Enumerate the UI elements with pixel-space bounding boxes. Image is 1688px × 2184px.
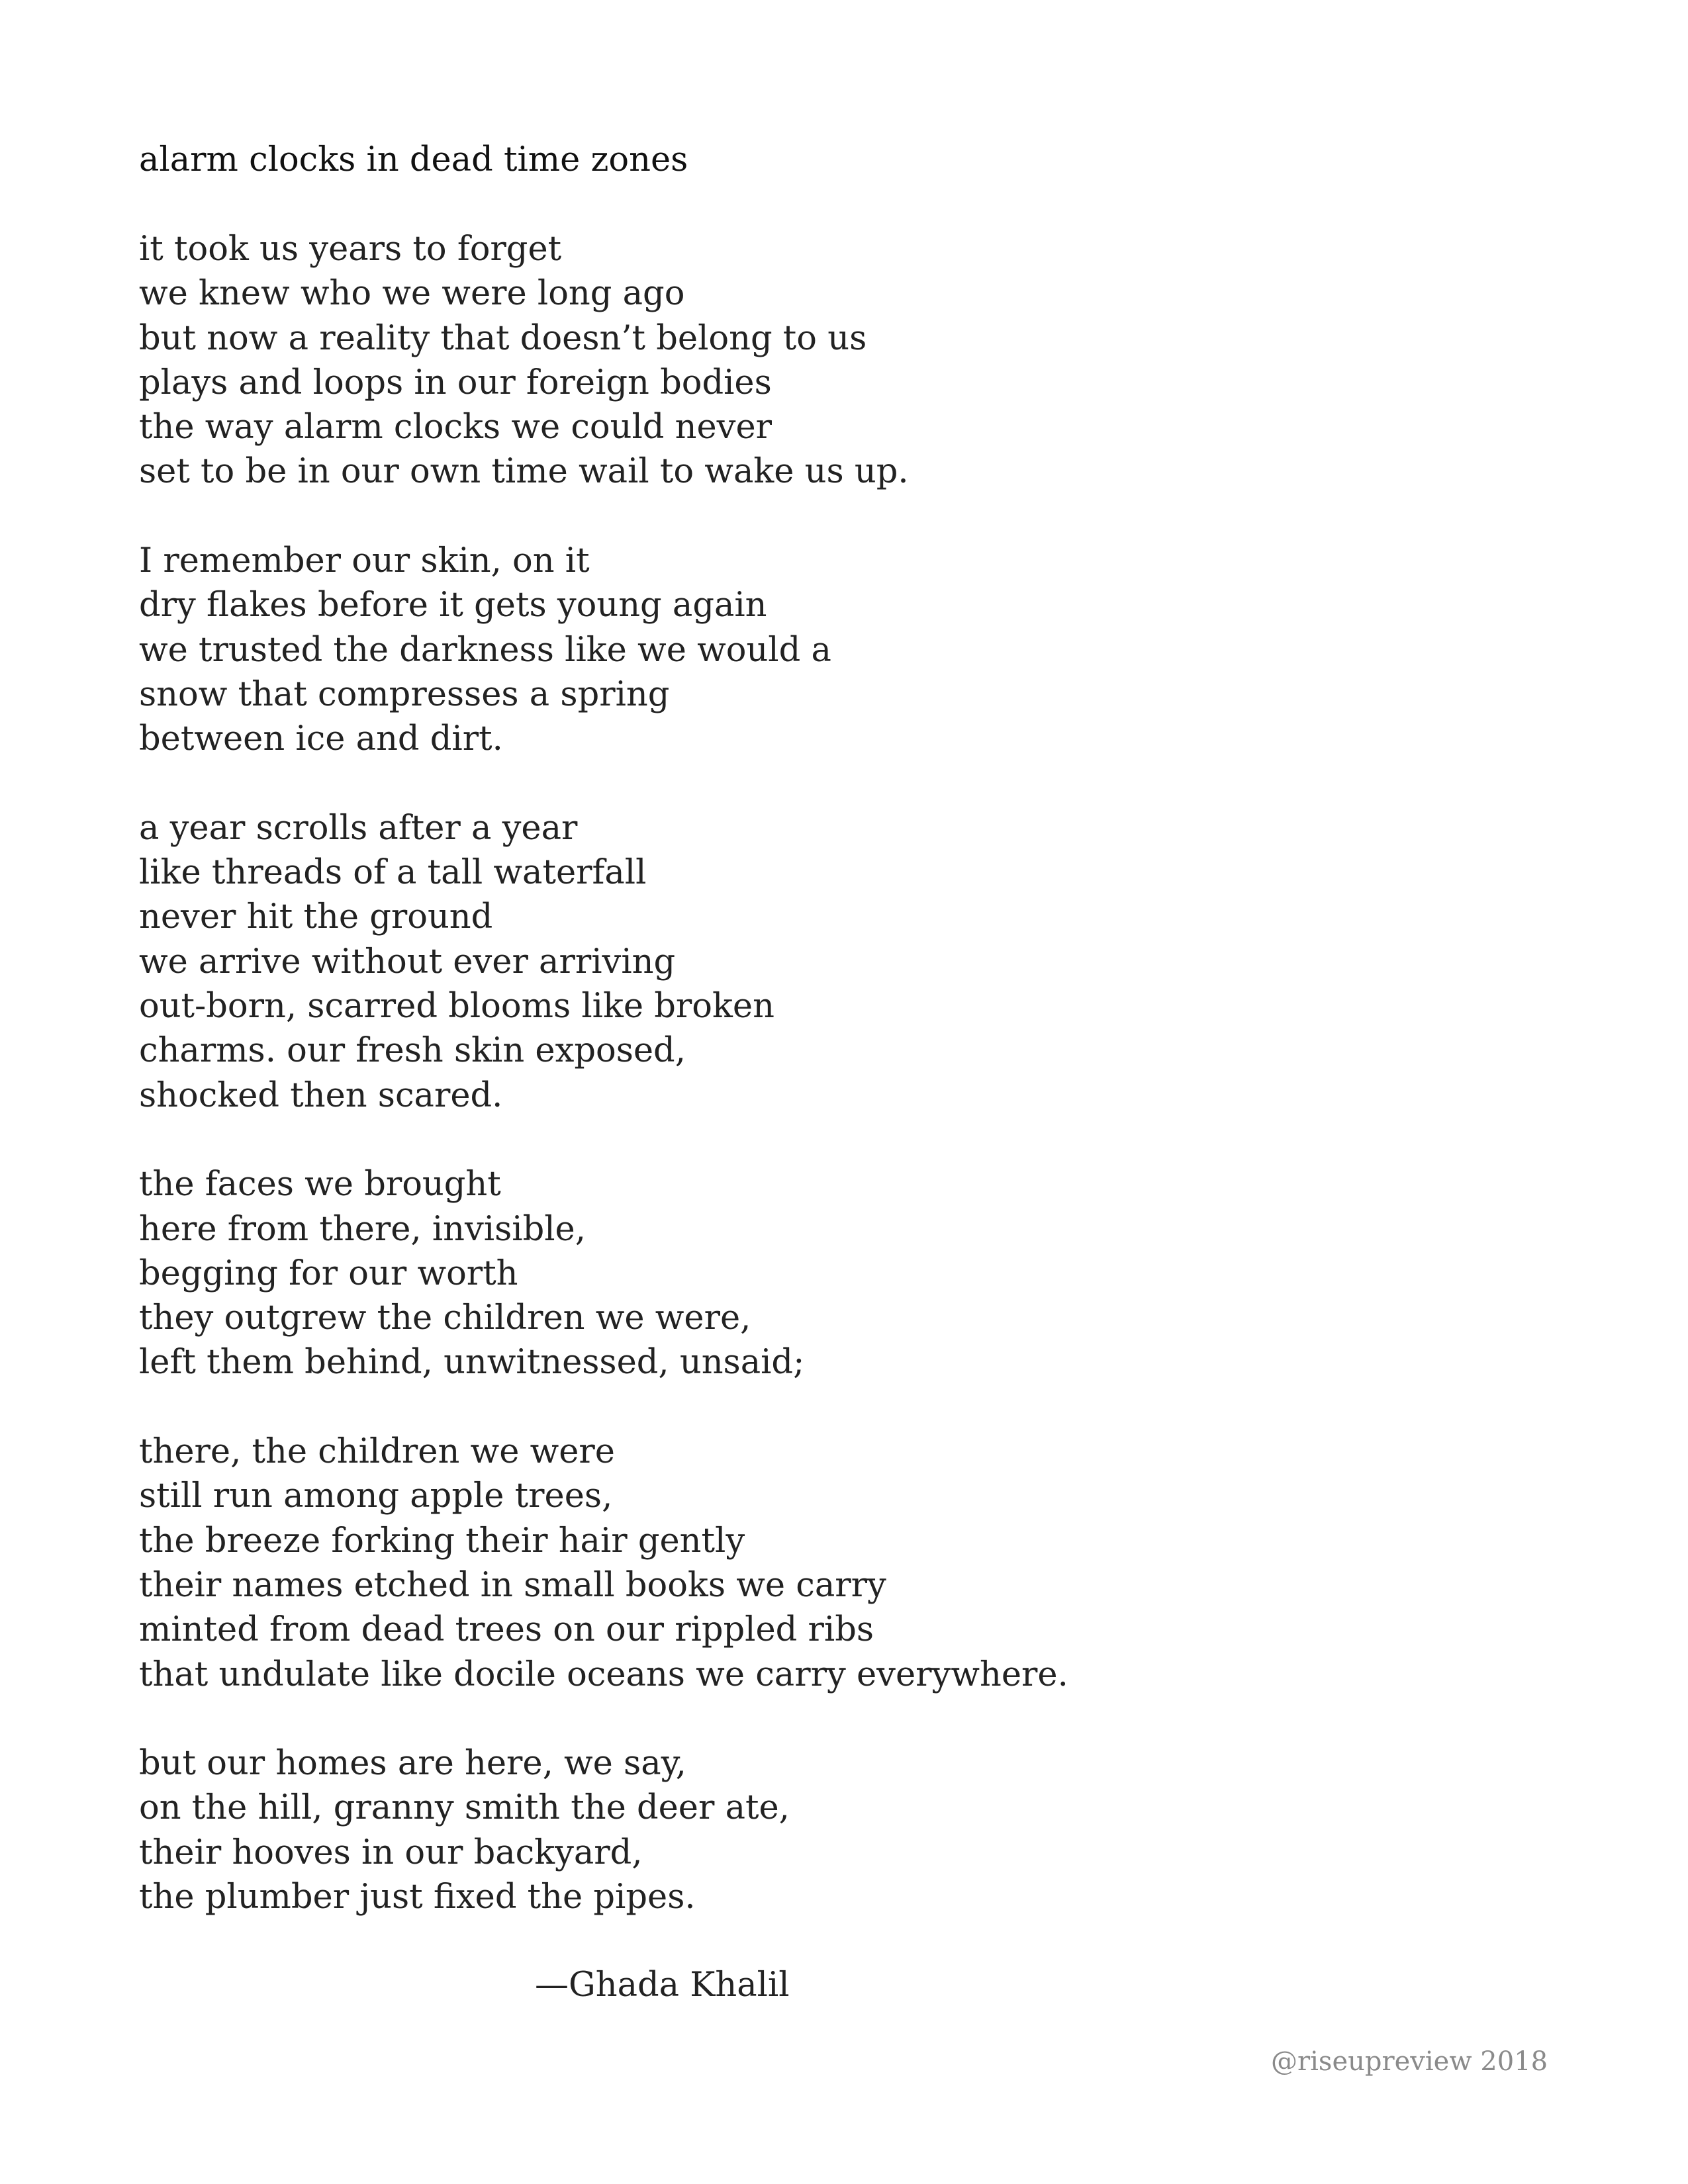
stanza <box>139 227 1068 494</box>
stanza <box>139 1430 1068 1697</box>
poem-line: on the hill, granny smith the deer ate, <box>139 1788 790 1828</box>
poem-line: the plumber just fixed the pipes. <box>139 1877 696 1917</box>
stanza <box>139 1741 1068 1919</box>
poem-line: the faces we brought <box>139 1165 501 1205</box>
stanza <box>139 806 1068 1118</box>
poem-line: minted from dead trees on our rippled ribs <box>139 1610 874 1650</box>
poem-line: here from there, invisible, <box>139 1209 586 1249</box>
poem-line: we arrive without ever arriving <box>139 942 676 981</box>
poem-line: they outgrew the children we were, <box>139 1298 751 1338</box>
poem-line: left them behind, unwitnessed, unsaid; <box>139 1343 805 1383</box>
author-signature: —Ghada Khalil <box>535 1966 790 2005</box>
poem-line: their hooves in our backyard, <box>139 1833 643 1872</box>
poem-line: set to be in our own time wail to wake us up. <box>139 452 909 492</box>
poem-line: between ice and dirt. <box>139 719 503 759</box>
poem-line: shocked then scared. <box>139 1075 503 1115</box>
poem-line: we trusted the darkness like we would a <box>139 630 831 670</box>
poem-line: dry flakes before it gets young again <box>139 586 767 625</box>
poem-line: but now a reality that doesn’t belong to us <box>139 318 867 358</box>
poem-line: out-born, scarred blooms like broken <box>139 987 774 1026</box>
poem-line: but our homes are here, we say, <box>139 1744 686 1784</box>
poem-line: their names etched in small books we carry <box>139 1565 886 1605</box>
poem-body <box>139 227 1068 1964</box>
poem-line: snow that compresses a spring <box>139 674 670 714</box>
poem-line: there, the children we were <box>139 1432 615 1472</box>
poem-title: alarm clocks in dead time zones <box>139 140 688 179</box>
poem-line: never hit the ground <box>139 897 493 937</box>
poem-line: begging for our worth <box>139 1253 518 1293</box>
stanza <box>139 539 1068 761</box>
poem-line: like threads of a tall waterfall <box>139 853 647 893</box>
watermark-text: @riseupreview 2018 <box>1271 2046 1548 2077</box>
poem-line: still run among apple trees, <box>139 1477 613 1516</box>
poem-line: that undulate like docile oceans we carry everywhere. <box>139 1655 1068 1694</box>
poem-line: a year scrolls after a year <box>139 808 578 848</box>
poem-line: it took us years to forget <box>139 230 562 269</box>
poem-line: we knew who we were long ago <box>139 274 685 314</box>
poem-line: plays and loops in our foreign bodies <box>139 363 772 402</box>
poem-line: the breeze forking their hair gently <box>139 1521 745 1561</box>
poem-line: the way alarm clocks we could never <box>139 408 773 447</box>
stanza <box>139 1162 1068 1385</box>
poem-line: charms. our fresh skin exposed, <box>139 1031 686 1071</box>
poem-line: I remember our skin, on it <box>139 541 590 581</box>
